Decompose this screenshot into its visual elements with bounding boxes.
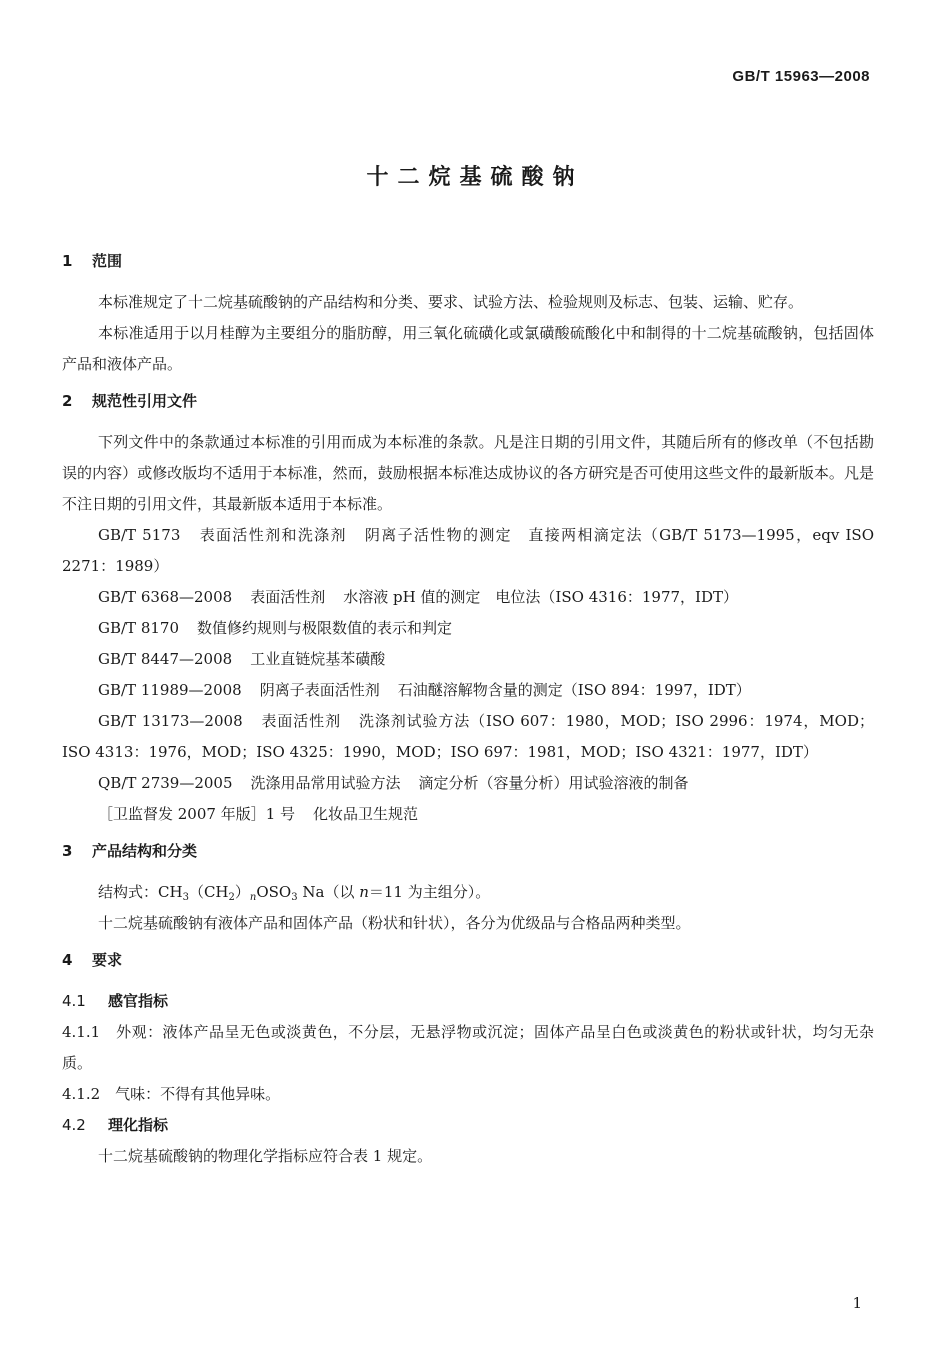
section-4-heading xyxy=(62,945,874,976)
paragraph: 本标准适用于以月桂醇为主要组分的脂肪醇，用三氧化硫磺化或氯磺酸硫酸化中和制得的十二烷基硫酸钠，包括固体产品和液体产品。 xyxy=(62,324,874,373)
reference-item: GB/T 8447—2008 工业直链烷基苯磺酸 xyxy=(98,650,386,668)
reference-item: GB/T 6368—2008 表面活性剂 水溶液 pH 值的测定 电位法（ISO 4316：1977，IDT） xyxy=(98,588,738,606)
reference-item: GB/T 5173 表面活性剂和洗涤剂 阴离子活性物的测定 直接两相滴定法（GB/T 5173—1995，eqv ISO 2271：1989） xyxy=(62,526,874,575)
section-number: 4 xyxy=(62,951,73,969)
document-body xyxy=(62,246,874,1172)
standard-code: GB/T 15963—2008 xyxy=(732,68,870,85)
section-number: 1 xyxy=(62,252,73,270)
section-title: 产品结构和分类 xyxy=(92,842,198,860)
section-number: 2 xyxy=(62,392,73,410)
section-title: 规范性引用文件 xyxy=(92,392,198,410)
subsection-4-1-heading: 4.1 感官指标 xyxy=(62,992,169,1010)
reference-item: GB/T 11989—2008 阴离子表面活性剂 石油醚溶解物含量的测定（ISO 894：1997，IDT） xyxy=(98,681,751,699)
structural-formula: 结构式：$CH_3(CH_2)_nOSO_3$ Na（以 n＝11 为主组分）。 xyxy=(98,883,491,903)
subsection-4-2-heading: 4.2 理化指标 xyxy=(62,1116,169,1134)
section-title: 范围 xyxy=(92,252,123,270)
clause-4-1-1: 4.1.1 外观：液体产品呈无色或淡黄色，不分层，无悬浮物或沉淀；固体产品呈白色或淡黄色的粉状或针状，均匀无杂质。 xyxy=(62,1023,874,1072)
reference-item: ［卫监督发 2007 年版］1 号 化妆品卫生规范 xyxy=(98,805,419,823)
reference-item: GB/T 13173—2008 表面活性剂 洗涤剂试验方法（ISO 607：1980，MOD；ISO 2996：1974，MOD；ISO 4313：1976，MOD；ISO 4325：1990，MOD；ISO 697：1981，MOD；ISO 4321：1977，IDT） xyxy=(62,712,874,761)
section-2-heading xyxy=(62,386,874,417)
paragraph: 十二烷基硫酸钠有液体产品和固体产品（粉状和针状），各分为优级品与合格品两种类型。 xyxy=(98,914,691,932)
clause-4-1-2: 4.1.2 气味：不得有其他异味。 xyxy=(62,1085,281,1103)
section-title: 要求 xyxy=(92,951,123,969)
page-number: 1 xyxy=(852,1294,862,1312)
paragraph: 十二烷基硫酸钠的物理化学指标应符合表 1 规定。 xyxy=(98,1147,433,1165)
section-number: 3 xyxy=(62,842,73,860)
document-title: 十二烷基硫酸钠 xyxy=(366,165,584,190)
reference-item: GB/T 8170 数值修约规则与极限数值的表示和判定 xyxy=(98,619,453,637)
reference-list xyxy=(62,520,874,830)
section-3-heading xyxy=(62,836,874,867)
section-1-heading xyxy=(62,246,874,277)
reference-item: QB/T 2739—2005 洗涤用品常用试验方法 滴定分析（容量分析）用试验溶液的制备 xyxy=(98,774,689,792)
paragraph: 本标准规定了十二烷基硫酸钠的产品结构和分类、要求、试验方法、检验规则及标志、包装、运输、贮存。 xyxy=(98,293,804,311)
paragraph: 下列文件中的条款通过本标准的引用而成为本标准的条款。凡是注日期的引用文件，其随后所有的修改单（不包括勘误的内容）或修改版均不适用于本标准，然而，鼓励根据本标准达成协议的各方研究是否可使用这些文件的最新版本。凡是不注日期的引用文件，其最新版本适用于本标准。 xyxy=(62,433,874,513)
